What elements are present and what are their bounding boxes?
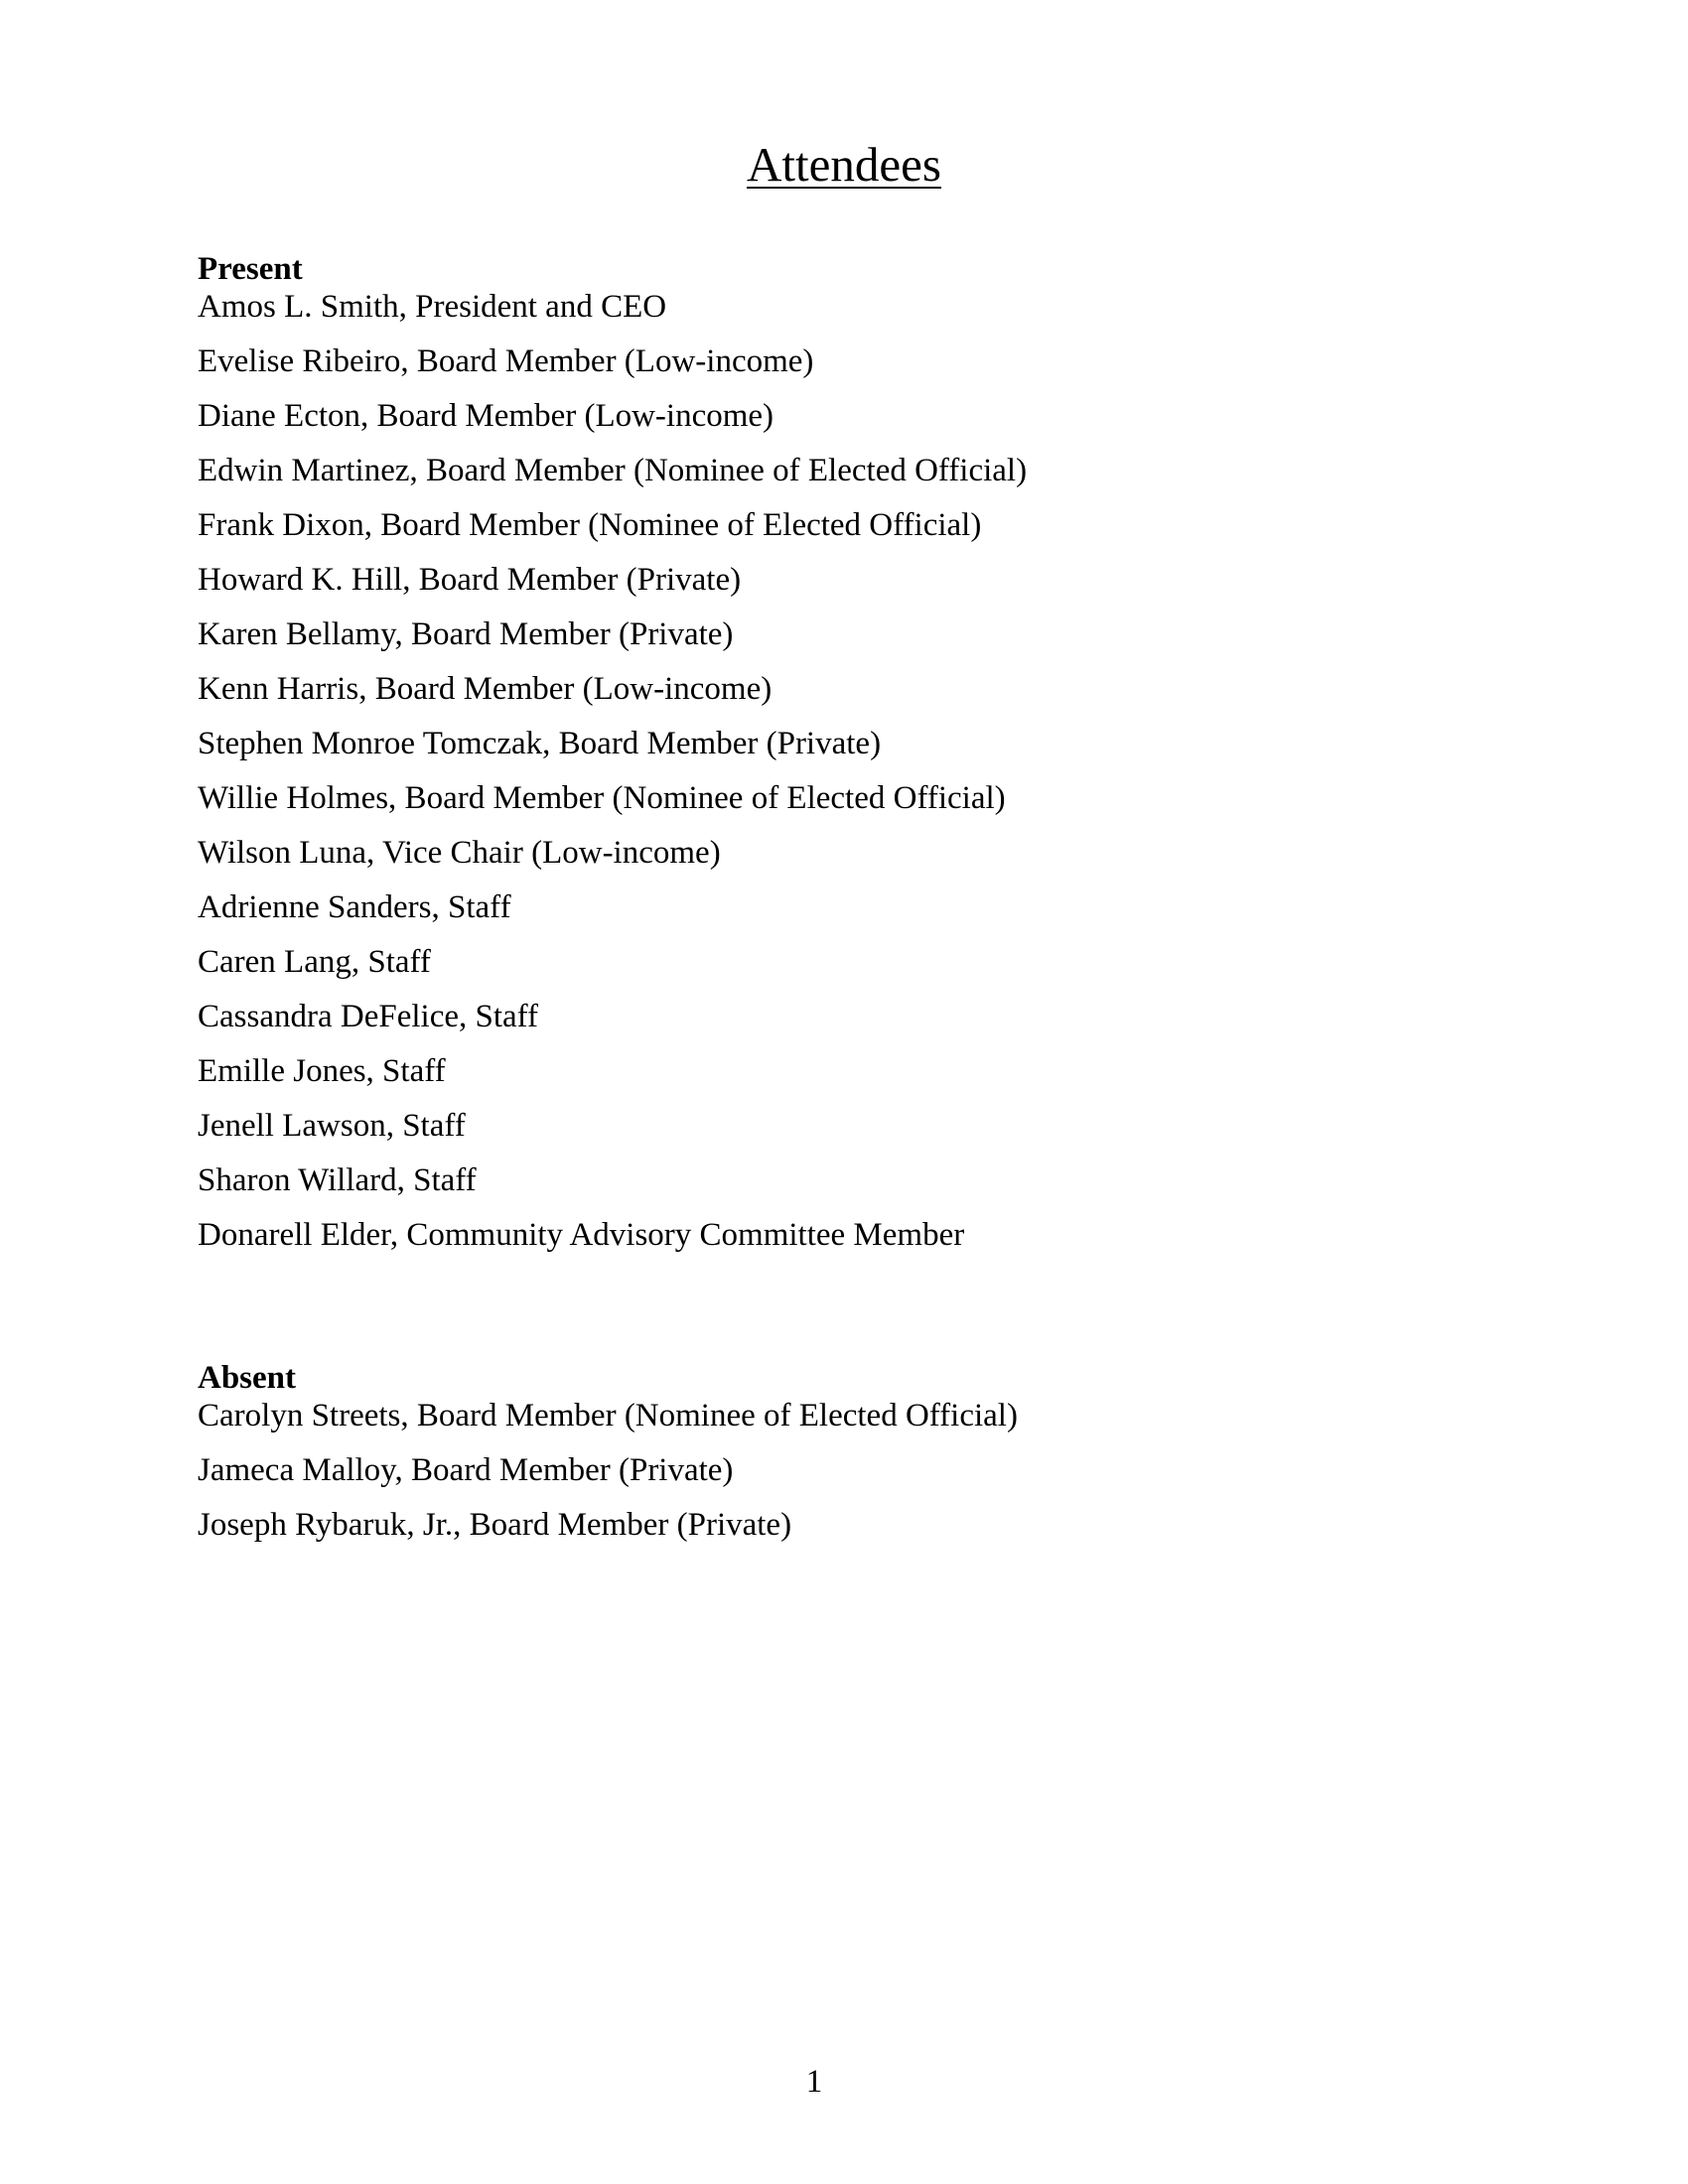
absent-attendee: Joseph Rybaruk, Jr., Board Member (Private) bbox=[198, 1507, 792, 1543]
present-attendee: Sharon Willard, Staff bbox=[198, 1162, 477, 1198]
present-section bbox=[198, 250, 1488, 1271]
page-number: 1 bbox=[805, 2064, 823, 2100]
absent-attendee: Jameca Malloy, Board Member (Private) bbox=[198, 1452, 734, 1488]
present-heading: Present bbox=[198, 251, 303, 287]
present-attendee: Willie Holmes, Board Member (Nominee of Elected Official) bbox=[198, 780, 1006, 816]
present-attendee: Jenell Lawson, Staff bbox=[198, 1108, 466, 1144]
present-attendee: Stephen Monroe Tomczak, Board Member (Private) bbox=[198, 726, 882, 761]
page-title-text: Attendees bbox=[747, 137, 941, 192]
present-attendee: Edwin Martinez, Board Member (Nominee of Elected Official) bbox=[198, 453, 1028, 488]
present-attendee-list bbox=[198, 288, 1488, 1271]
present-attendee: Amos L. Smith, President and CEO bbox=[198, 289, 667, 325]
absent-attendee-list bbox=[198, 1397, 1488, 1561]
page-title bbox=[0, 135, 1688, 195]
present-attendee: Caren Lang, Staff bbox=[198, 944, 431, 980]
present-attendee: Wilson Luna, Vice Chair (Low-income) bbox=[198, 835, 721, 871]
present-attendee: Diane Ecton, Board Member (Low-income) bbox=[198, 398, 774, 434]
absent-heading: Absent bbox=[198, 1360, 297, 1396]
absent-attendee: Carolyn Streets, Board Member (Nominee of Elected Official) bbox=[198, 1398, 1018, 1433]
present-attendee: Donarell Elder, Community Advisory Committee Member bbox=[198, 1217, 965, 1253]
present-attendee: Cassandra DeFelice, Staff bbox=[198, 999, 539, 1034]
present-attendee: Evelise Ribeiro, Board Member (Low-income) bbox=[198, 343, 814, 379]
present-attendee: Emille Jones, Staff bbox=[198, 1053, 446, 1089]
present-attendee: Howard K. Hill, Board Member (Private) bbox=[198, 562, 742, 598]
absent-section bbox=[198, 1359, 1488, 1561]
present-attendee: Kenn Harris, Board Member (Low-income) bbox=[198, 671, 773, 707]
present-attendee: Adrienne Sanders, Staff bbox=[198, 889, 511, 925]
present-attendee: Frank Dixon, Board Member (Nominee of Elected Official) bbox=[198, 507, 982, 543]
present-attendee: Karen Bellamy, Board Member (Private) bbox=[198, 616, 734, 652]
